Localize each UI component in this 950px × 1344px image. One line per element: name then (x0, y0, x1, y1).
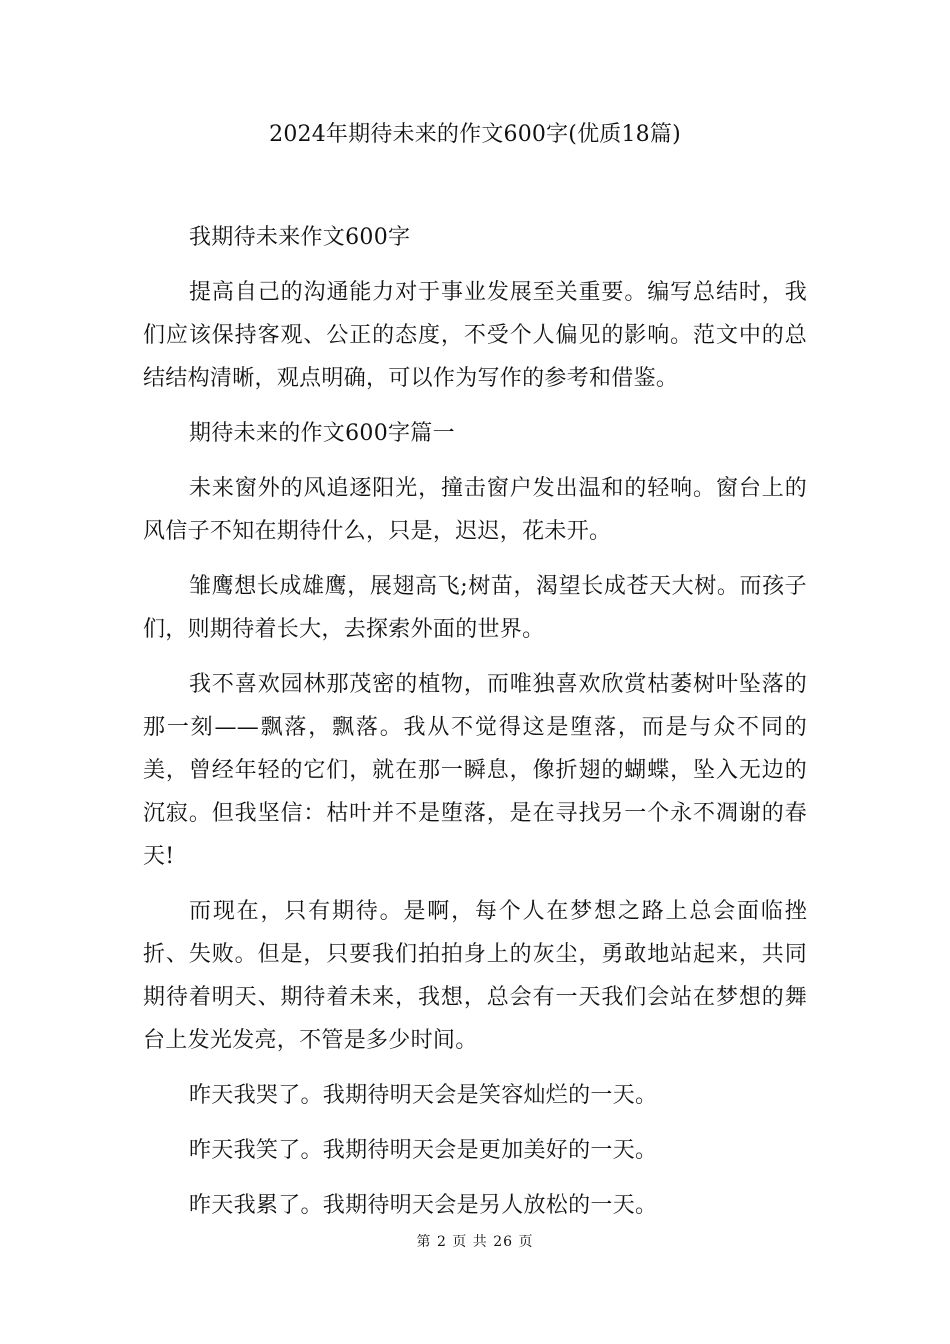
page-footer: 第 2 页 共 26 页 (416, 1234, 534, 1250)
section-heading: 我期待未来作文600字 (189, 225, 411, 250)
paragraph-2: 未来窗外的风追逐阳光，撞击窗户发出温和的轻响。窗台上的风信子不知在期待什么，只是，迟迟，花未开。 (143, 476, 807, 544)
paragraph-4: 我不喜欢园林那茂密的植物，而唯独喜欢欣赏枯萎树叶坠落的那一刻——飘落，飘落。我从不觉得这是堕落，而是与众不同的美，曾经年轻的它们，就在那一瞬息，像折翅的蝴蝶，坠入无边的沉寂。但我坚信：枯叶并不是堕落，是在寻找另一个永不凋谢的春天! (143, 672, 807, 869)
paragraph-6: 昨天我哭了。我期待明天会是笑容灿烂的一天。 (189, 1083, 658, 1108)
paragraph-5: 而现在，只有期待。是啊，每个人在梦想之路上总会面临挫折、失败。但是，只要我们拍拍身上的灰尘，勇敢地站起来，共同期待着明天、期待着未来，我想，总会有一天我们会站在梦想的舞台上发光发亮，不管是多少时间。 (143, 899, 807, 1053)
paragraph-7: 昨天我笑了。我期待明天会是更加美好的一天。 (189, 1138, 658, 1163)
document-title: 2024年期待未来的作文600字(优质18篇) (269, 122, 681, 147)
subsection-heading: 期待未来的作文600字篇一 (189, 421, 455, 446)
paragraph-8: 昨天我累了。我期待明天会是另人放松的一天。 (189, 1193, 658, 1218)
paragraph-1: 提高自己的沟通能力对于事业发展至关重要。编写总结时，我们应该保持客观、公正的态度，不受个人偏见的影响。范文中的总结结构清晰，观点明确，可以作为写作的参考和借鉴。 (143, 280, 807, 391)
document-body (143, 216, 807, 1239)
paragraph-3: 雏鹰想长成雄鹰，展翅高飞;树苗，渴望长成苍天大树。而孩子们，则期待着长大，去探索外面的世界。 (143, 574, 807, 642)
